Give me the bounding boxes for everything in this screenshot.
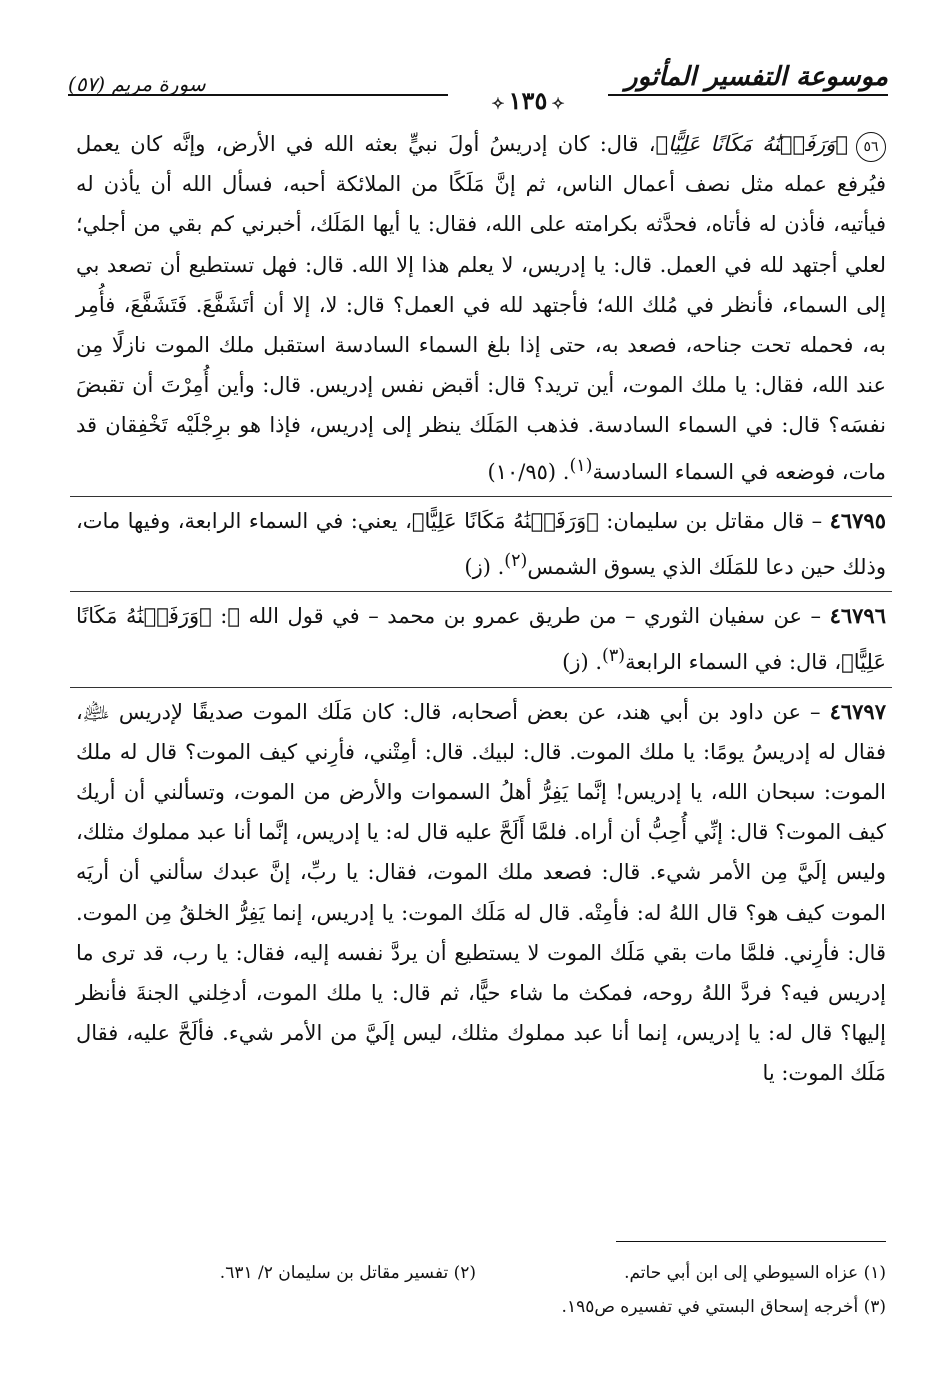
surah-label: سورة مريم (٥٧) xyxy=(68,72,206,96)
paragraph-tail: . (ز) xyxy=(562,650,603,675)
page-number-text: ١٣٥ xyxy=(508,86,548,115)
footnote-ref: (١) xyxy=(569,455,593,476)
footnote-ref: (٢) xyxy=(504,551,528,572)
footnote-3: (٣) أخرجه إسحاق البستي في تفسيره ص١٩٥. xyxy=(561,1297,886,1317)
page-number xyxy=(458,86,598,115)
paragraph-tail: . (١٠/٩٥) xyxy=(487,459,570,484)
narration-number: ٤٦٧٩٥ xyxy=(829,507,886,533)
footnote-ref: (٣) xyxy=(602,646,626,667)
narration-paragraph xyxy=(76,596,886,682)
narration-paragraph xyxy=(76,692,886,1094)
paragraph-tail: . (ز) xyxy=(464,555,505,580)
footnotes xyxy=(76,1256,886,1324)
verse-commentary xyxy=(76,124,886,492)
ornament-icon: ✧ xyxy=(551,94,565,113)
narration-number: ٤٦٧٩٦ xyxy=(829,603,886,629)
quran-quote: ﴿وَرَفَعۡنَٰهُ مَكَانًا عَلِيًّا﴾ xyxy=(655,132,848,156)
page-header xyxy=(68,60,888,116)
paragraph-text: – عن داود بن أبي هند، عن بعض أصحابه، قال: كان مَلَك الموت صديقًا لإدريس ﵇، فقال له إدريسُ يومًا: يا ملك الموت. قال: لبيك. قال: أمِتْني، فأرِني كيف الموت؟ قال له ملك الموت: سبحان الله، يا إدريس! إنَّما يَفِرُّ أهلُ السموات والأرض من الموت، وتسألني أن أريك كيف الموت؟ قال: إنِّي أُحِبُّ أن أراه. فلمَّا أَلَحَّ عليه قال له: يا إدريس، إنَّما أنا عبد مملوك مثلك، وليس إلَيَّ مِن الأمر شيء. قال: فصعد ملك الموت، فقال: يا ربِّ، إنَّ عبدك سألني أن أريَه الموت كيف هو؟ قال اللهُ له: فأمِتْه. قال له مَلَك الموت: يا إدريس، إنما يَفِرُّ الخلقُ مِن الموت. قال: فأرِني. فلمَّا مات بقي مَلَك الموت لا يستطيع أن يردَّ نفسه إليه، فقال: يا رب، قد ترى ما إدريس فيه؟ فردَّ اللهُ روحه، فمكث ما شاء حيًّا، ثم قال: يا ملك الموت، أدخِلني الجنةَ فأنظر إليها؟ قال له: يا إدريس، إنما أنا عبد مملوك مثلك، ليس إلَيَّ من الأمر شيء. فألَحَّ عليه، فقال مَلَك الموت: يا xyxy=(76,699,886,1086)
footnote-2: (٢) تفسير مقاتل بن سليمان ٢/ ٦٣١. xyxy=(219,1263,476,1283)
ornament-icon: ✧ xyxy=(491,94,505,113)
section-divider xyxy=(70,591,892,592)
book-title: موسوعة التفسير المأثور xyxy=(625,62,888,92)
section-divider xyxy=(70,496,892,497)
paragraph-text: ، قال: كان إدريسُ أولَ نبيٍّ بعثه الله في الأرض، وإنَّه كان يعمل فيُرفع عمله مثل نصف أعمال الناس، ثم إنَّ مَلَكًا من الملائكة أحبه، فسأل الله أن يأذن له فيأتيه، فأذن له فأتاه، فحدَّثه بكرامته على الله، فقال: يا أيها المَلَك، أخبرني كم بقي من أجلي؛ لعلي أجتهد لله في العمل. قال: يا إدريس، لا يعلم هذا إلا الله. قال: فهل تستطيع أن تصعد بي إلى السماء، فأنظر في مُلك الله؛ فأجتهد لله في العمل؟ قال: لا، إلا أن أتَشَفَّعَ. فَتَشَفَّعَ، فأُمِر به، فحمله تحت جناحه، فصعد به، حتى إذا بلغ السماء السادسة استقبل ملك الموت نازلًا مِن عند الله، فقال: يا ملك الموت، أين تريد؟ قال: أقبض نفس إدريس. قال: وأين أُمِرْتَ أن تقبضَ نفسَه؟ قال: في السماء السادسة. فذهب المَلَك ينظر إلى إدريس، فإذا هو برِجْلَيْه تَخْفِقان قد مات، فوضعه في السماء السادسة xyxy=(76,132,886,484)
main-text xyxy=(76,124,886,1094)
footnote-1: (١) عزاه السيوطي إلى ابن أبي حاتم. xyxy=(624,1263,886,1283)
paragraph-text: – عن سفيان الثوري – من طريق عمرو بن محمد – في قول الله ﷻ: ﴿وَرَفَعۡنَٰهُ مَكَانًا عَلِيًّا﴾، قال: في السماء الرابعة xyxy=(76,604,886,675)
verse-number-badge: ٥٦ xyxy=(856,132,886,162)
section-divider xyxy=(70,687,892,688)
paragraph-text: – قال مقاتل بن سليمان: ﴿وَرَفَعۡنَٰهُ مَكَانًا عَلِيًّا﴾، يعني: في السماء الرابعة، وفيها مات، وذلك حين دعا للمَلَك الذي يسوق الشمس xyxy=(76,508,886,580)
narration-paragraph xyxy=(76,501,886,587)
footnote-rule xyxy=(616,1241,886,1242)
narration-number: ٤٦٧٩٧ xyxy=(829,698,886,724)
